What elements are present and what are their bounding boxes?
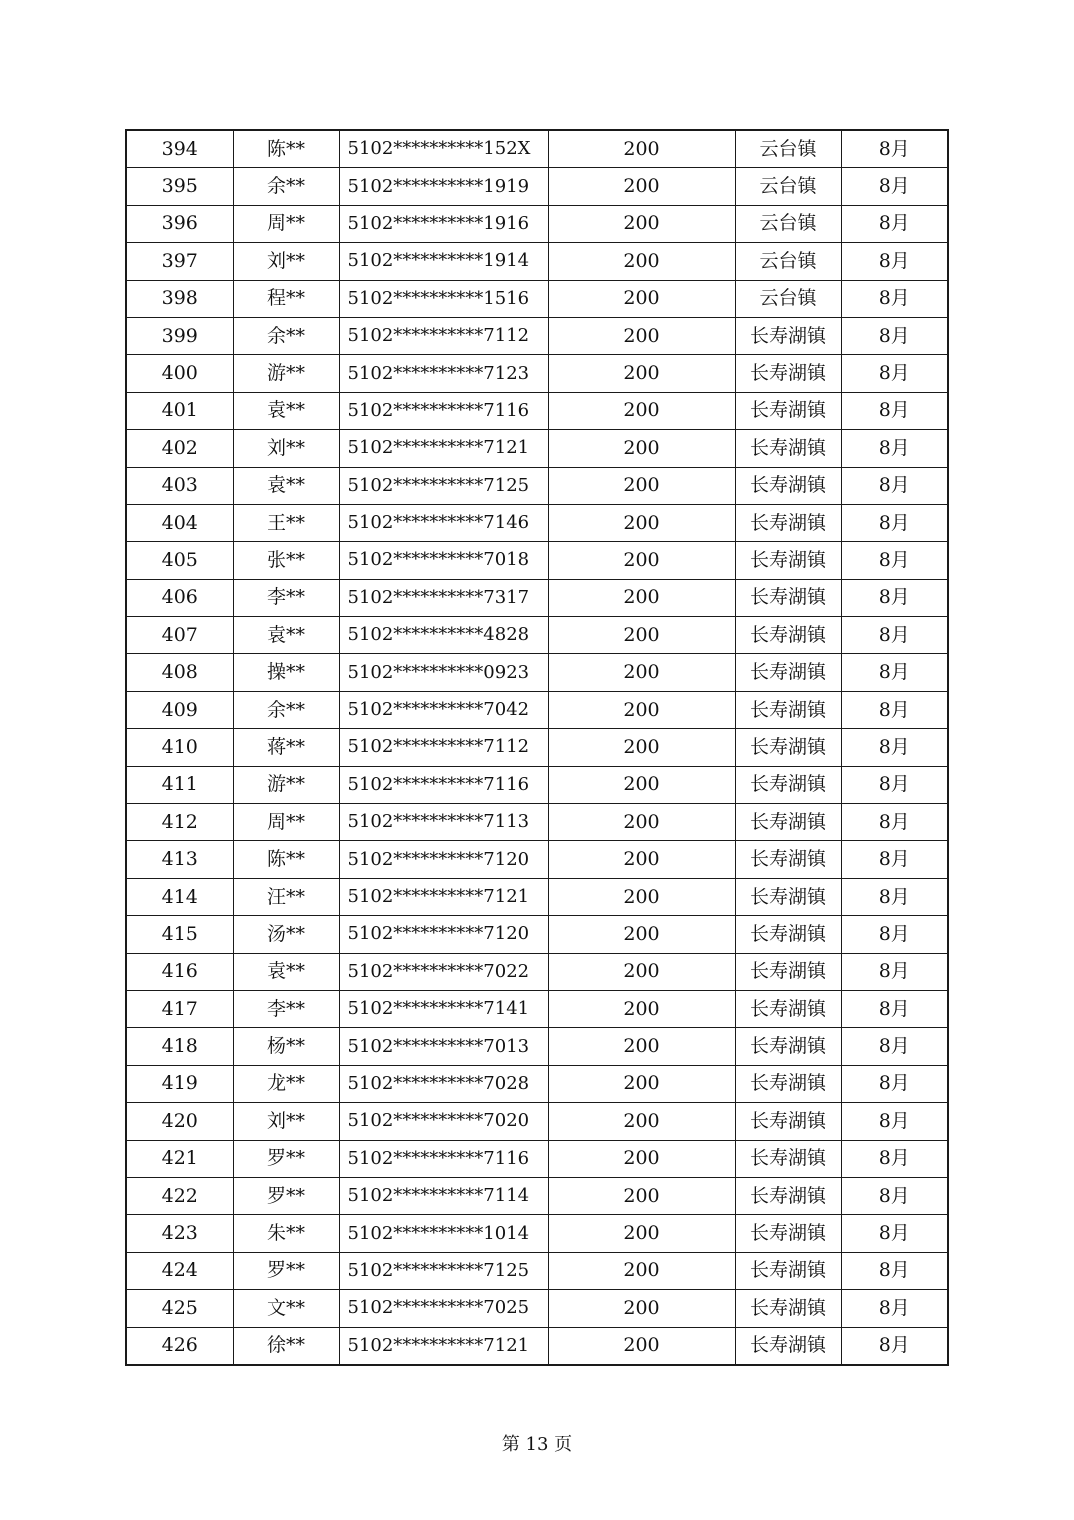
name-cell: 程** — [233, 280, 339, 317]
seq-cell: 411 — [126, 766, 233, 803]
id-number-cell: 5102**********7121 — [339, 878, 548, 915]
amount-cell: 200 — [548, 654, 735, 691]
name-cell: 袁** — [233, 617, 339, 654]
seq-cell: 403 — [126, 467, 233, 504]
name-cell: 游** — [233, 766, 339, 803]
seq-cell: 410 — [126, 729, 233, 766]
town-cell: 长寿湖镇 — [735, 617, 841, 654]
table-row — [126, 280, 948, 317]
seq-cell: 406 — [126, 579, 233, 616]
table-row — [126, 1028, 948, 1065]
table-row — [126, 691, 948, 728]
amount-cell: 200 — [548, 430, 735, 467]
town-cell: 长寿湖镇 — [735, 1252, 841, 1289]
month-cell: 8月 — [841, 691, 948, 728]
amount-cell: 200 — [548, 953, 735, 990]
month-cell: 8月 — [841, 617, 948, 654]
id-number-cell: 5102**********7114 — [339, 1177, 548, 1214]
seq-cell: 396 — [126, 205, 233, 242]
table-row — [126, 355, 948, 392]
seq-cell: 408 — [126, 654, 233, 691]
town-cell: 长寿湖镇 — [735, 766, 841, 803]
id-number-cell: 5102**********1516 — [339, 280, 548, 317]
id-number-cell: 5102**********7112 — [339, 317, 548, 354]
month-cell: 8月 — [841, 878, 948, 915]
month-cell: 8月 — [841, 654, 948, 691]
name-cell: 刘** — [233, 243, 339, 280]
id-number-cell: 5102**********7116 — [339, 392, 548, 429]
table-row — [126, 1065, 948, 1102]
town-cell: 长寿湖镇 — [735, 1103, 841, 1140]
name-cell: 徐** — [233, 1327, 339, 1365]
id-number-cell: 5102**********7020 — [339, 1103, 548, 1140]
town-cell: 长寿湖镇 — [735, 392, 841, 429]
name-cell: 陈** — [233, 841, 339, 878]
id-number-cell: 5102**********1916 — [339, 205, 548, 242]
amount-cell: 200 — [548, 1028, 735, 1065]
table-row — [126, 804, 948, 841]
table-row — [126, 729, 948, 766]
name-cell: 游** — [233, 355, 339, 392]
amount-cell: 200 — [548, 504, 735, 541]
name-cell: 汤** — [233, 916, 339, 953]
amount-cell: 200 — [548, 168, 735, 205]
seq-cell: 426 — [126, 1327, 233, 1365]
amount-cell: 200 — [548, 130, 735, 168]
table-row — [126, 1215, 948, 1252]
town-cell: 长寿湖镇 — [735, 579, 841, 616]
month-cell: 8月 — [841, 542, 948, 579]
seq-cell: 398 — [126, 280, 233, 317]
seq-cell: 402 — [126, 430, 233, 467]
town-cell: 云台镇 — [735, 280, 841, 317]
name-cell: 袁** — [233, 953, 339, 990]
town-cell: 云台镇 — [735, 243, 841, 280]
id-number-cell: 5102**********7022 — [339, 953, 548, 990]
table-row — [126, 617, 948, 654]
month-cell: 8月 — [841, 990, 948, 1027]
seq-cell: 422 — [126, 1177, 233, 1214]
month-cell: 8月 — [841, 729, 948, 766]
seq-cell: 420 — [126, 1103, 233, 1140]
amount-cell: 200 — [548, 766, 735, 803]
town-cell: 长寿湖镇 — [735, 504, 841, 541]
table-row — [126, 841, 948, 878]
month-cell: 8月 — [841, 1028, 948, 1065]
town-cell: 长寿湖镇 — [735, 804, 841, 841]
month-cell: 8月 — [841, 205, 948, 242]
seq-cell: 423 — [126, 1215, 233, 1252]
table-row — [126, 990, 948, 1027]
amount-cell: 200 — [548, 1327, 735, 1365]
town-cell: 长寿湖镇 — [735, 1028, 841, 1065]
month-cell: 8月 — [841, 579, 948, 616]
month-cell: 8月 — [841, 1290, 948, 1327]
name-cell: 蒋** — [233, 729, 339, 766]
seq-cell: 395 — [126, 168, 233, 205]
name-cell: 文** — [233, 1290, 339, 1327]
table-body — [126, 130, 948, 1365]
id-number-cell: 5102**********1919 — [339, 168, 548, 205]
name-cell: 周** — [233, 205, 339, 242]
id-number-cell: 5102**********1014 — [339, 1215, 548, 1252]
name-cell: 罗** — [233, 1140, 339, 1177]
amount-cell: 200 — [548, 579, 735, 616]
table-row — [126, 878, 948, 915]
seq-cell: 401 — [126, 392, 233, 429]
month-cell: 8月 — [841, 280, 948, 317]
id-number-cell: 5102**********7116 — [339, 1140, 548, 1177]
id-number-cell: 5102**********7028 — [339, 1065, 548, 1102]
id-number-cell: 5102**********7123 — [339, 355, 548, 392]
seq-cell: 418 — [126, 1028, 233, 1065]
id-number-cell: 5102**********7013 — [339, 1028, 548, 1065]
seq-cell: 400 — [126, 355, 233, 392]
town-cell: 长寿湖镇 — [735, 990, 841, 1027]
town-cell: 长寿湖镇 — [735, 729, 841, 766]
amount-cell: 200 — [548, 317, 735, 354]
id-number-cell: 5102**********152X — [339, 130, 548, 168]
name-cell: 刘** — [233, 1103, 339, 1140]
id-number-cell: 5102**********7120 — [339, 916, 548, 953]
town-cell: 云台镇 — [735, 130, 841, 168]
table-row — [126, 1252, 948, 1289]
id-number-cell: 5102**********7317 — [339, 579, 548, 616]
amount-cell: 200 — [548, 392, 735, 429]
town-cell: 长寿湖镇 — [735, 1215, 841, 1252]
seq-cell: 417 — [126, 990, 233, 1027]
town-cell: 长寿湖镇 — [735, 430, 841, 467]
amount-cell: 200 — [548, 841, 735, 878]
table-row — [126, 1290, 948, 1327]
table-row — [126, 766, 948, 803]
table-row — [126, 579, 948, 616]
id-number-cell: 5102**********7042 — [339, 691, 548, 728]
seq-cell: 412 — [126, 804, 233, 841]
seq-cell: 425 — [126, 1290, 233, 1327]
amount-cell: 200 — [548, 878, 735, 915]
month-cell: 8月 — [841, 804, 948, 841]
name-cell: 王** — [233, 504, 339, 541]
name-cell: 罗** — [233, 1177, 339, 1214]
month-cell: 8月 — [841, 953, 948, 990]
month-cell: 8月 — [841, 1065, 948, 1102]
name-cell: 杨** — [233, 1028, 339, 1065]
amount-cell: 200 — [548, 729, 735, 766]
name-cell: 朱** — [233, 1215, 339, 1252]
amount-cell: 200 — [548, 1252, 735, 1289]
amount-cell: 200 — [548, 355, 735, 392]
seq-cell: 414 — [126, 878, 233, 915]
table-row — [126, 467, 948, 504]
name-cell: 袁** — [233, 467, 339, 504]
amount-cell: 200 — [548, 916, 735, 953]
id-number-cell: 5102**********7112 — [339, 729, 548, 766]
month-cell: 8月 — [841, 841, 948, 878]
month-cell: 8月 — [841, 916, 948, 953]
table-row — [126, 916, 948, 953]
table-row — [126, 1327, 948, 1365]
id-number-cell: 5102**********7146 — [339, 504, 548, 541]
month-cell: 8月 — [841, 766, 948, 803]
town-cell: 长寿湖镇 — [735, 1065, 841, 1102]
table-row — [126, 430, 948, 467]
table-row — [126, 1103, 948, 1140]
id-number-cell: 5102**********7125 — [339, 1252, 548, 1289]
name-cell: 李** — [233, 990, 339, 1027]
town-cell: 长寿湖镇 — [735, 1140, 841, 1177]
table-row — [126, 953, 948, 990]
seq-cell: 397 — [126, 243, 233, 280]
name-cell: 罗** — [233, 1252, 339, 1289]
table-row — [126, 1140, 948, 1177]
amount-cell: 200 — [548, 1103, 735, 1140]
town-cell: 长寿湖镇 — [735, 878, 841, 915]
month-cell: 8月 — [841, 130, 948, 168]
id-number-cell: 5102**********7125 — [339, 467, 548, 504]
id-number-cell: 5102**********7141 — [339, 990, 548, 1027]
amount-cell: 200 — [548, 990, 735, 1027]
name-cell: 余** — [233, 317, 339, 354]
name-cell: 余** — [233, 691, 339, 728]
table-row — [126, 654, 948, 691]
name-cell: 陈** — [233, 130, 339, 168]
name-cell: 龙** — [233, 1065, 339, 1102]
town-cell: 长寿湖镇 — [735, 841, 841, 878]
id-number-cell: 5102**********7018 — [339, 542, 548, 579]
seq-cell: 407 — [126, 617, 233, 654]
seq-cell: 421 — [126, 1140, 233, 1177]
name-cell: 周** — [233, 804, 339, 841]
id-number-cell: 5102**********7120 — [339, 841, 548, 878]
month-cell: 8月 — [841, 1215, 948, 1252]
table-row — [126, 243, 948, 280]
id-number-cell: 5102**********4828 — [339, 617, 548, 654]
id-number-cell: 5102**********7116 — [339, 766, 548, 803]
amount-cell: 200 — [548, 243, 735, 280]
name-cell: 汪** — [233, 878, 339, 915]
amount-cell: 200 — [548, 467, 735, 504]
seq-cell: 416 — [126, 953, 233, 990]
amount-cell: 200 — [548, 1177, 735, 1214]
id-number-cell: 5102**********0923 — [339, 654, 548, 691]
table-row — [126, 317, 948, 354]
table-row — [126, 1177, 948, 1214]
month-cell: 8月 — [841, 1252, 948, 1289]
month-cell: 8月 — [841, 467, 948, 504]
name-cell: 余** — [233, 168, 339, 205]
month-cell: 8月 — [841, 392, 948, 429]
month-cell: 8月 — [841, 430, 948, 467]
id-number-cell: 5102**********7121 — [339, 1327, 548, 1365]
month-cell: 8月 — [841, 1327, 948, 1365]
id-number-cell: 5102**********7121 — [339, 430, 548, 467]
amount-cell: 200 — [548, 280, 735, 317]
month-cell: 8月 — [841, 168, 948, 205]
table-row — [126, 168, 948, 205]
month-cell: 8月 — [841, 317, 948, 354]
amount-cell: 200 — [548, 205, 735, 242]
amount-cell: 200 — [548, 1290, 735, 1327]
month-cell: 8月 — [841, 355, 948, 392]
town-cell: 长寿湖镇 — [735, 317, 841, 354]
amount-cell: 200 — [548, 1140, 735, 1177]
id-number-cell: 5102**********7025 — [339, 1290, 548, 1327]
town-cell: 长寿湖镇 — [735, 467, 841, 504]
beneficiary-table — [125, 129, 949, 1366]
table-row — [126, 130, 948, 168]
name-cell: 刘** — [233, 430, 339, 467]
seq-cell: 394 — [126, 130, 233, 168]
page-number: 第 13 页 — [501, 1434, 573, 1455]
seq-cell: 419 — [126, 1065, 233, 1102]
town-cell: 长寿湖镇 — [735, 916, 841, 953]
town-cell: 长寿湖镇 — [735, 355, 841, 392]
id-number-cell: 5102**********1914 — [339, 243, 548, 280]
month-cell: 8月 — [841, 1103, 948, 1140]
table-row — [126, 392, 948, 429]
seq-cell: 404 — [126, 504, 233, 541]
amount-cell: 200 — [548, 1215, 735, 1252]
name-cell: 袁** — [233, 392, 339, 429]
town-cell: 长寿湖镇 — [735, 654, 841, 691]
town-cell: 长寿湖镇 — [735, 1290, 841, 1327]
table-row — [126, 542, 948, 579]
amount-cell: 200 — [548, 804, 735, 841]
amount-cell: 200 — [548, 542, 735, 579]
town-cell: 云台镇 — [735, 168, 841, 205]
table-row — [126, 205, 948, 242]
town-cell: 长寿湖镇 — [735, 691, 841, 728]
seq-cell: 399 — [126, 317, 233, 354]
town-cell: 长寿湖镇 — [735, 1327, 841, 1365]
month-cell: 8月 — [841, 243, 948, 280]
town-cell: 长寿湖镇 — [735, 1177, 841, 1214]
seq-cell: 405 — [126, 542, 233, 579]
name-cell: 张** — [233, 542, 339, 579]
id-number-cell: 5102**********7113 — [339, 804, 548, 841]
seq-cell: 424 — [126, 1252, 233, 1289]
amount-cell: 200 — [548, 617, 735, 654]
seq-cell: 415 — [126, 916, 233, 953]
table-row — [126, 504, 948, 541]
name-cell: 操** — [233, 654, 339, 691]
month-cell: 8月 — [841, 1177, 948, 1214]
amount-cell: 200 — [548, 1065, 735, 1102]
month-cell: 8月 — [841, 1140, 948, 1177]
amount-cell: 200 — [548, 691, 735, 728]
name-cell: 李** — [233, 579, 339, 616]
town-cell: 长寿湖镇 — [735, 542, 841, 579]
town-cell: 长寿湖镇 — [735, 953, 841, 990]
seq-cell: 409 — [126, 691, 233, 728]
month-cell: 8月 — [841, 504, 948, 541]
town-cell: 云台镇 — [735, 205, 841, 242]
seq-cell: 413 — [126, 841, 233, 878]
